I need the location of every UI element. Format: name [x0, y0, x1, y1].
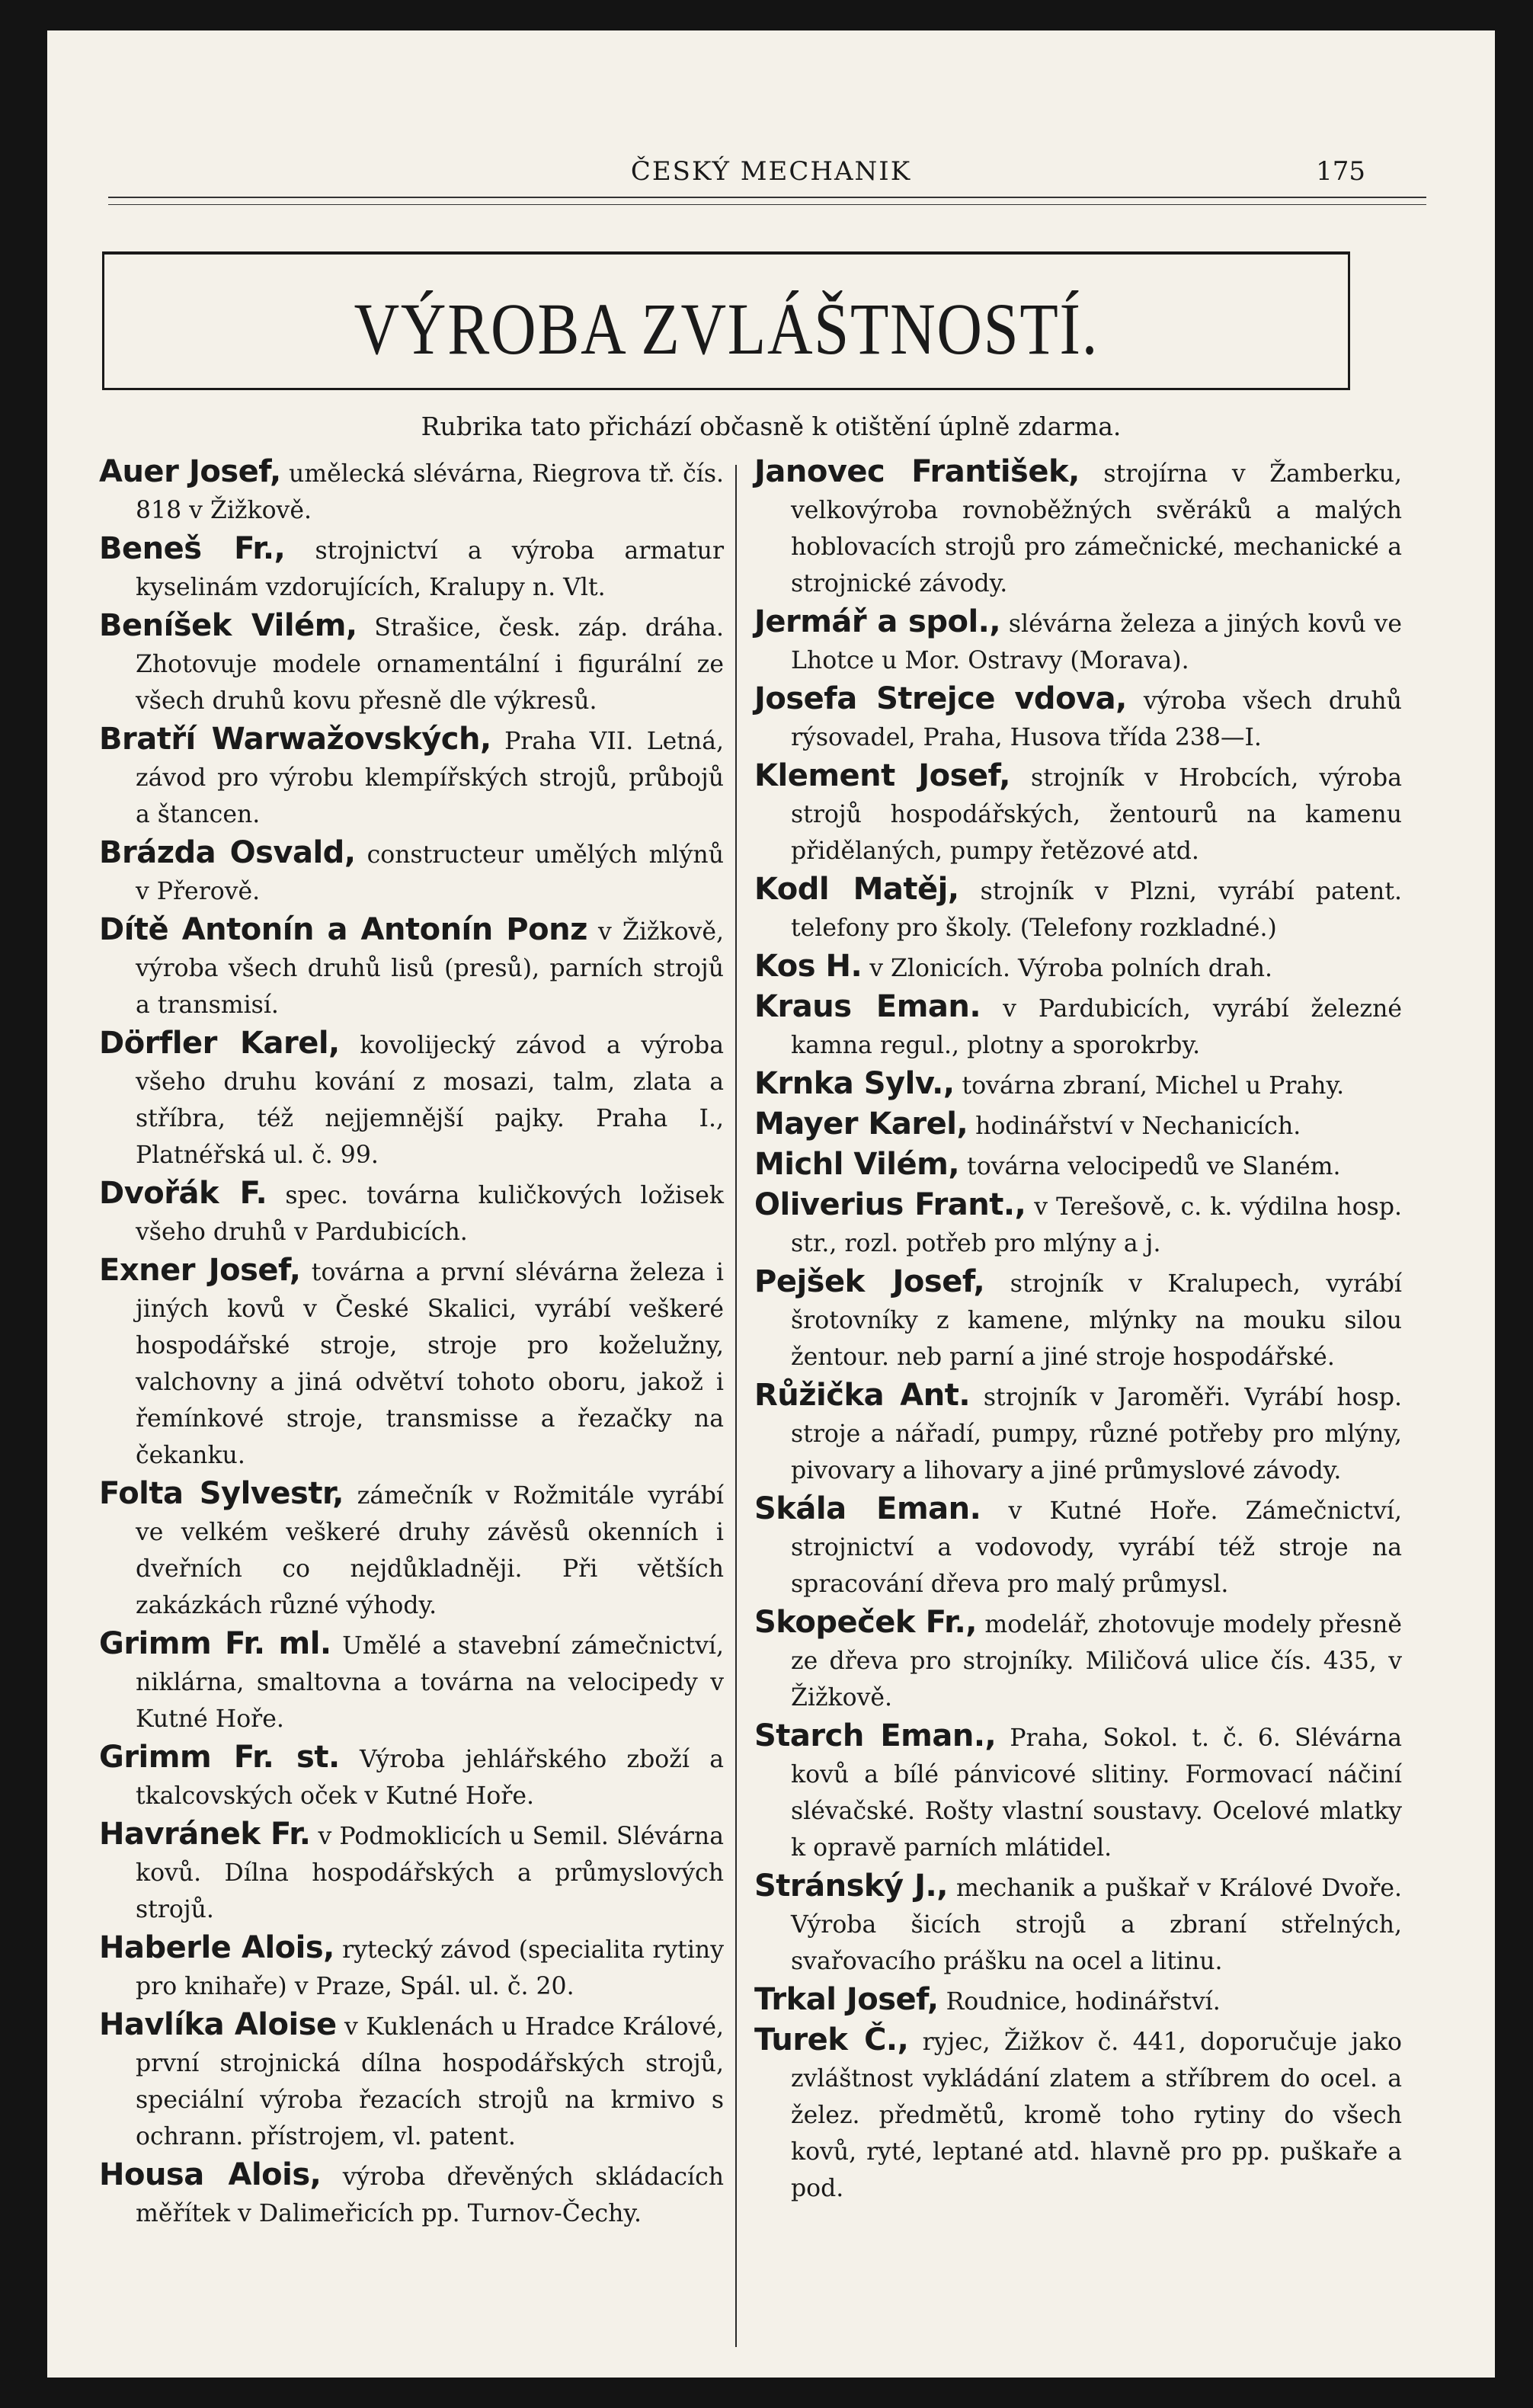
entry-description: Strašice, česk. záp. dráha. Zhotovuje modele ornamentální i figurální ze všech druhů kovu přesně dle výkresů. — [136, 614, 724, 715]
section-title: VÝROBA ZVLÁŠTNOSTÍ. — [354, 288, 1099, 370]
entry-description: v Podmoklicích u Semil. Slévárna kovů. Dílna hospodářských a průmyslových strojů. — [136, 1823, 724, 1923]
directory-entry — [99, 1252, 724, 1474]
directory-entry — [99, 530, 724, 606]
entry-description: v Žižkově, výroba všech druhů lisů (presů), parních strojů a transmisí. — [136, 918, 724, 1019]
entry-description: výroba všech druhů rýsovadel, Praha, Husova třída 238—I. — [791, 687, 1402, 751]
entry-name: Beníšek Vilém, — [99, 608, 357, 643]
entry-name: Mayer Karel, — [754, 1106, 968, 1142]
directory-entry — [99, 1475, 724, 1624]
right-column — [754, 453, 1402, 2208]
entry-name: Turek Č., — [754, 2022, 909, 2057]
entry-name: Grimm Fr. ml. — [99, 1626, 331, 1661]
entry-name: Stránský J., — [754, 1868, 948, 1904]
entry-name: Havlíka Aloise — [99, 2007, 337, 2042]
entry-name: Kodl Matěj, — [754, 872, 959, 907]
entry-description: továrna a první slévárna železa i jiných kovů v České Skalici, vyrábí veškeré hospodářské stroje, stroje pro koželužny, valchovny a jiná odvětví tohoto oboru, jakož i řemínkové stroje, transmisse a řezačky na čekanku. — [136, 1259, 724, 1469]
entry-description: Praha VII. Letná, závod pro výrobu klempířských strojů, průbojů a štancen. — [136, 728, 724, 828]
page-number: 175 — [1316, 156, 1365, 187]
entry-name: Skopeček Fr., — [754, 1605, 977, 1640]
entry-description: v Kuklenách u Hradce Králové, první strojnická dílna hospodářských strojů, speciální výroba řezacích strojů na krmivo s ochrann. přístrojem, vl. patent. — [136, 2013, 724, 2150]
entry-description: Umělé a stavební zámečnictví, niklárna, smaltovna a továrna na velocipedy v Kutné Hoře. — [136, 1632, 724, 1733]
entry-description: spec. továrna kuličkových ložisek všeho druhů v Pardubicích. — [136, 1182, 724, 1246]
entry-description: Roudnice, hodinářství. — [938, 1988, 1221, 2016]
directory-entry — [99, 834, 724, 910]
entry-description: hodinářství v Nechanicích. — [968, 1113, 1301, 1140]
entry-name: Exner Josef, — [99, 1253, 301, 1288]
entry-name: Krnka Sylv., — [754, 1066, 955, 1101]
title-box — [102, 251, 1350, 390]
directory-entry — [99, 1175, 724, 1250]
column-divider — [735, 465, 737, 2347]
entry-name: Pejšek Josef, — [754, 1264, 985, 1299]
directory-entry — [99, 1625, 724, 1737]
entry-name: Jermář a spol., — [754, 604, 1001, 639]
entry-description: Praha, Sokol. t. č. 6. Slévárna kovů a bílé pánvicové slitiny. Formovací náčiní slévačské. Rošty vlastní soustavy. Ocelové mlatky k opravě parních mlátidel. — [791, 1724, 1402, 1862]
entry-name: Skála Eman. — [754, 1491, 981, 1526]
directory-entry — [754, 680, 1402, 756]
directory-entry — [99, 1816, 724, 1928]
entry-name: Dörfler Karel, — [99, 1026, 340, 1061]
directory-entry — [99, 1739, 724, 1814]
directory-entry — [99, 1025, 724, 1174]
journal-name: ČESKÝ MECHANIK — [630, 156, 912, 187]
directory-entry — [754, 1718, 1402, 1866]
entry-description: v Pardubicích, vyrábí železné kamna regul., plotny a sporokrby. — [791, 995, 1403, 1059]
directory-entry — [754, 1106, 1402, 1145]
directory-entry — [754, 948, 1402, 987]
header-rule-thin — [108, 204, 1426, 205]
directory-entry — [754, 1146, 1402, 1185]
directory-entry — [99, 2006, 724, 2155]
entry-name: Josefa Strejce vdova, — [754, 681, 1127, 716]
entry-description: strojník v Plzni, vyrábí patent. telefony pro školy. (Telefony rozkladné.) — [791, 878, 1402, 942]
left-column — [99, 453, 724, 2233]
entry-description: Výroba jehlářského zboží a tkalcovských oček v Kutné Hoře. — [136, 1746, 724, 1810]
entry-name: Bratří Warwažovských, — [99, 722, 491, 757]
entry-name: Beneš Fr., — [99, 531, 286, 566]
entry-description: výroba dřevěných skládacích měřítek v Dalimeřicích pp. Turnov-Čechy. — [136, 2163, 725, 2227]
entry-name: Kos H. — [754, 949, 863, 984]
entry-name: Grimm Fr. st. — [99, 1740, 340, 1775]
entry-description: v Zlonicích. Výroba polních drah. — [862, 955, 1273, 982]
entry-description: strojírna v Žamberku, velkovýroba rovnoběžných svěráků a malých hoblovacích strojů pro zámečnické, mechanické a strojnické závody. — [791, 460, 1403, 597]
entry-name: Haberle Alois, — [99, 1930, 334, 1965]
entry-description: modelář, zhotovuje modely přesně ze dřeva pro strojníky. Miličová ulice čís. 435, v Žižkově. — [791, 1611, 1402, 1712]
directory-entry — [754, 1377, 1402, 1489]
entry-description: strojník v Kralupech, vyrábí šrotovníky z kamene, mlýnky na mouku silou žentour. neb parní a jiné stroje hospodářské. — [791, 1270, 1402, 1371]
entry-name: Kraus Eman. — [754, 989, 981, 1024]
entry-name: Folta Sylvestr, — [99, 1476, 344, 1511]
entry-description: v Terešově, c. k. výdilna hosp. str., rozl. potřeb pro mlýny a j. — [791, 1193, 1403, 1257]
entry-name: Dvořák F. — [99, 1176, 267, 1211]
directory-entry — [99, 911, 724, 1023]
directory-entry — [754, 1981, 1402, 2020]
entry-description: továrna zbraní, Michel u Prahy. — [954, 1072, 1345, 1100]
entry-name: Auer Josef, — [99, 454, 281, 489]
running-head — [47, 156, 1495, 202]
entry-description: kovolijecký závod a výroba všeho druhu kování z mosazi, talm, zlata a stříbra, též nejjemnější pajky. Praha I., Platnéřská ul. č. 99. — [136, 1032, 724, 1169]
directory-entry — [754, 1186, 1402, 1262]
entry-name: Housa Alois, — [99, 2157, 322, 2192]
entry-description: umělecká slévárna, Riegrova tř. čís. 818 v Žižkově. — [136, 460, 724, 524]
directory-entry — [99, 721, 724, 833]
directory-entry — [99, 1929, 724, 2005]
directory-entry — [99, 607, 724, 719]
entry-description: v Kutné Hoře. Zámečnictví, strojnictví a vodovody, vyrábí též stroje na spracování dřeva pro malý průmysl. — [791, 1497, 1402, 1598]
directory-entry — [754, 453, 1402, 602]
directory-entry — [754, 871, 1402, 946]
entry-description: mechanik a puškař v Králové Dvoře. Výroba šicích strojů a zbraní střelných, svařovacího prášku na ocel a litinu. — [791, 1875, 1402, 1975]
intro-note: Rubrika tato přichází občasně k otištění úplně zdarma. — [421, 411, 1122, 441]
entry-name: Oliverius Frant., — [754, 1187, 1026, 1222]
entry-description: constructeur umělých mlýnů v Přerově. — [136, 841, 724, 905]
entry-name: Janovec František, — [754, 454, 1080, 489]
entry-name: Starch Eman., — [754, 1718, 997, 1753]
entry-name: Brázda Osvald, — [99, 835, 356, 870]
directory-entry — [754, 757, 1402, 869]
directory-entry — [99, 2157, 724, 2232]
directory-entry — [754, 2022, 1402, 2207]
entry-name: Trkal Josef, — [754, 1982, 939, 2017]
header-rule — [108, 197, 1426, 198]
page — [47, 30, 1495, 2378]
entry-description: zámečník v Rožmitále vyrábí ve velkém veškeré druhy závěsů okenních i dveřních co nejdůkladněji. Při větších zakázkách různé výhody. — [136, 1482, 725, 1619]
entry-description: továrna velocipedů ve Slaném. — [959, 1153, 1341, 1180]
directory-entry — [754, 1491, 1402, 1603]
entry-description: rytecký závod (specialita rytiny pro knihaře) v Praze, Spál. ul. č. 20. — [136, 1936, 724, 2000]
directory-entry — [99, 453, 724, 529]
entry-name: Havránek Fr. — [99, 1817, 311, 1852]
directory-entry — [754, 604, 1402, 679]
entry-name: Dítě Antonín a Antonín Ponz — [99, 912, 587, 947]
entry-name: Michl Vilém, — [754, 1147, 960, 1182]
directory-entry — [754, 988, 1402, 1064]
directory-entry — [754, 1604, 1402, 1716]
entry-description: strojník v Jaroměři. Vyrábí hosp. stroje a nářadí, pumpy, různé potřeby pro mlýny, pivovary a lihovary a jiné průmyslové závody. — [791, 1384, 1403, 1484]
entry-description: strojnictví a výroba armatur kyselinám vzdorujících, Kralupy n. Vlt. — [136, 537, 725, 601]
directory-entry — [754, 1868, 1402, 1980]
directory-entry — [754, 1065, 1402, 1104]
entry-description: ryjec, Žižkov č. 441, doporučuje jako zvláštnost vykládání zlatem a stříbrem do ocel. a želez. předmětů, kromě toho rytiny do všech kovů, ryté, leptané atd. hlavně pro pp. puškaře a pod. — [791, 2029, 1403, 2202]
entry-name: Růžička Ant. — [754, 1378, 971, 1413]
entry-description: strojník v Hrobcích, výroba strojů hospodářských, žentourů na kamenu přidělaných, pumpy řetězové atd. — [791, 764, 1402, 865]
entry-description: slévárna železa a jiných kovů ve Lhotce u Mor. Ostravy (Morava). — [791, 610, 1402, 674]
entry-name: Klement Josef, — [754, 758, 1010, 793]
directory-entry — [754, 1263, 1402, 1375]
